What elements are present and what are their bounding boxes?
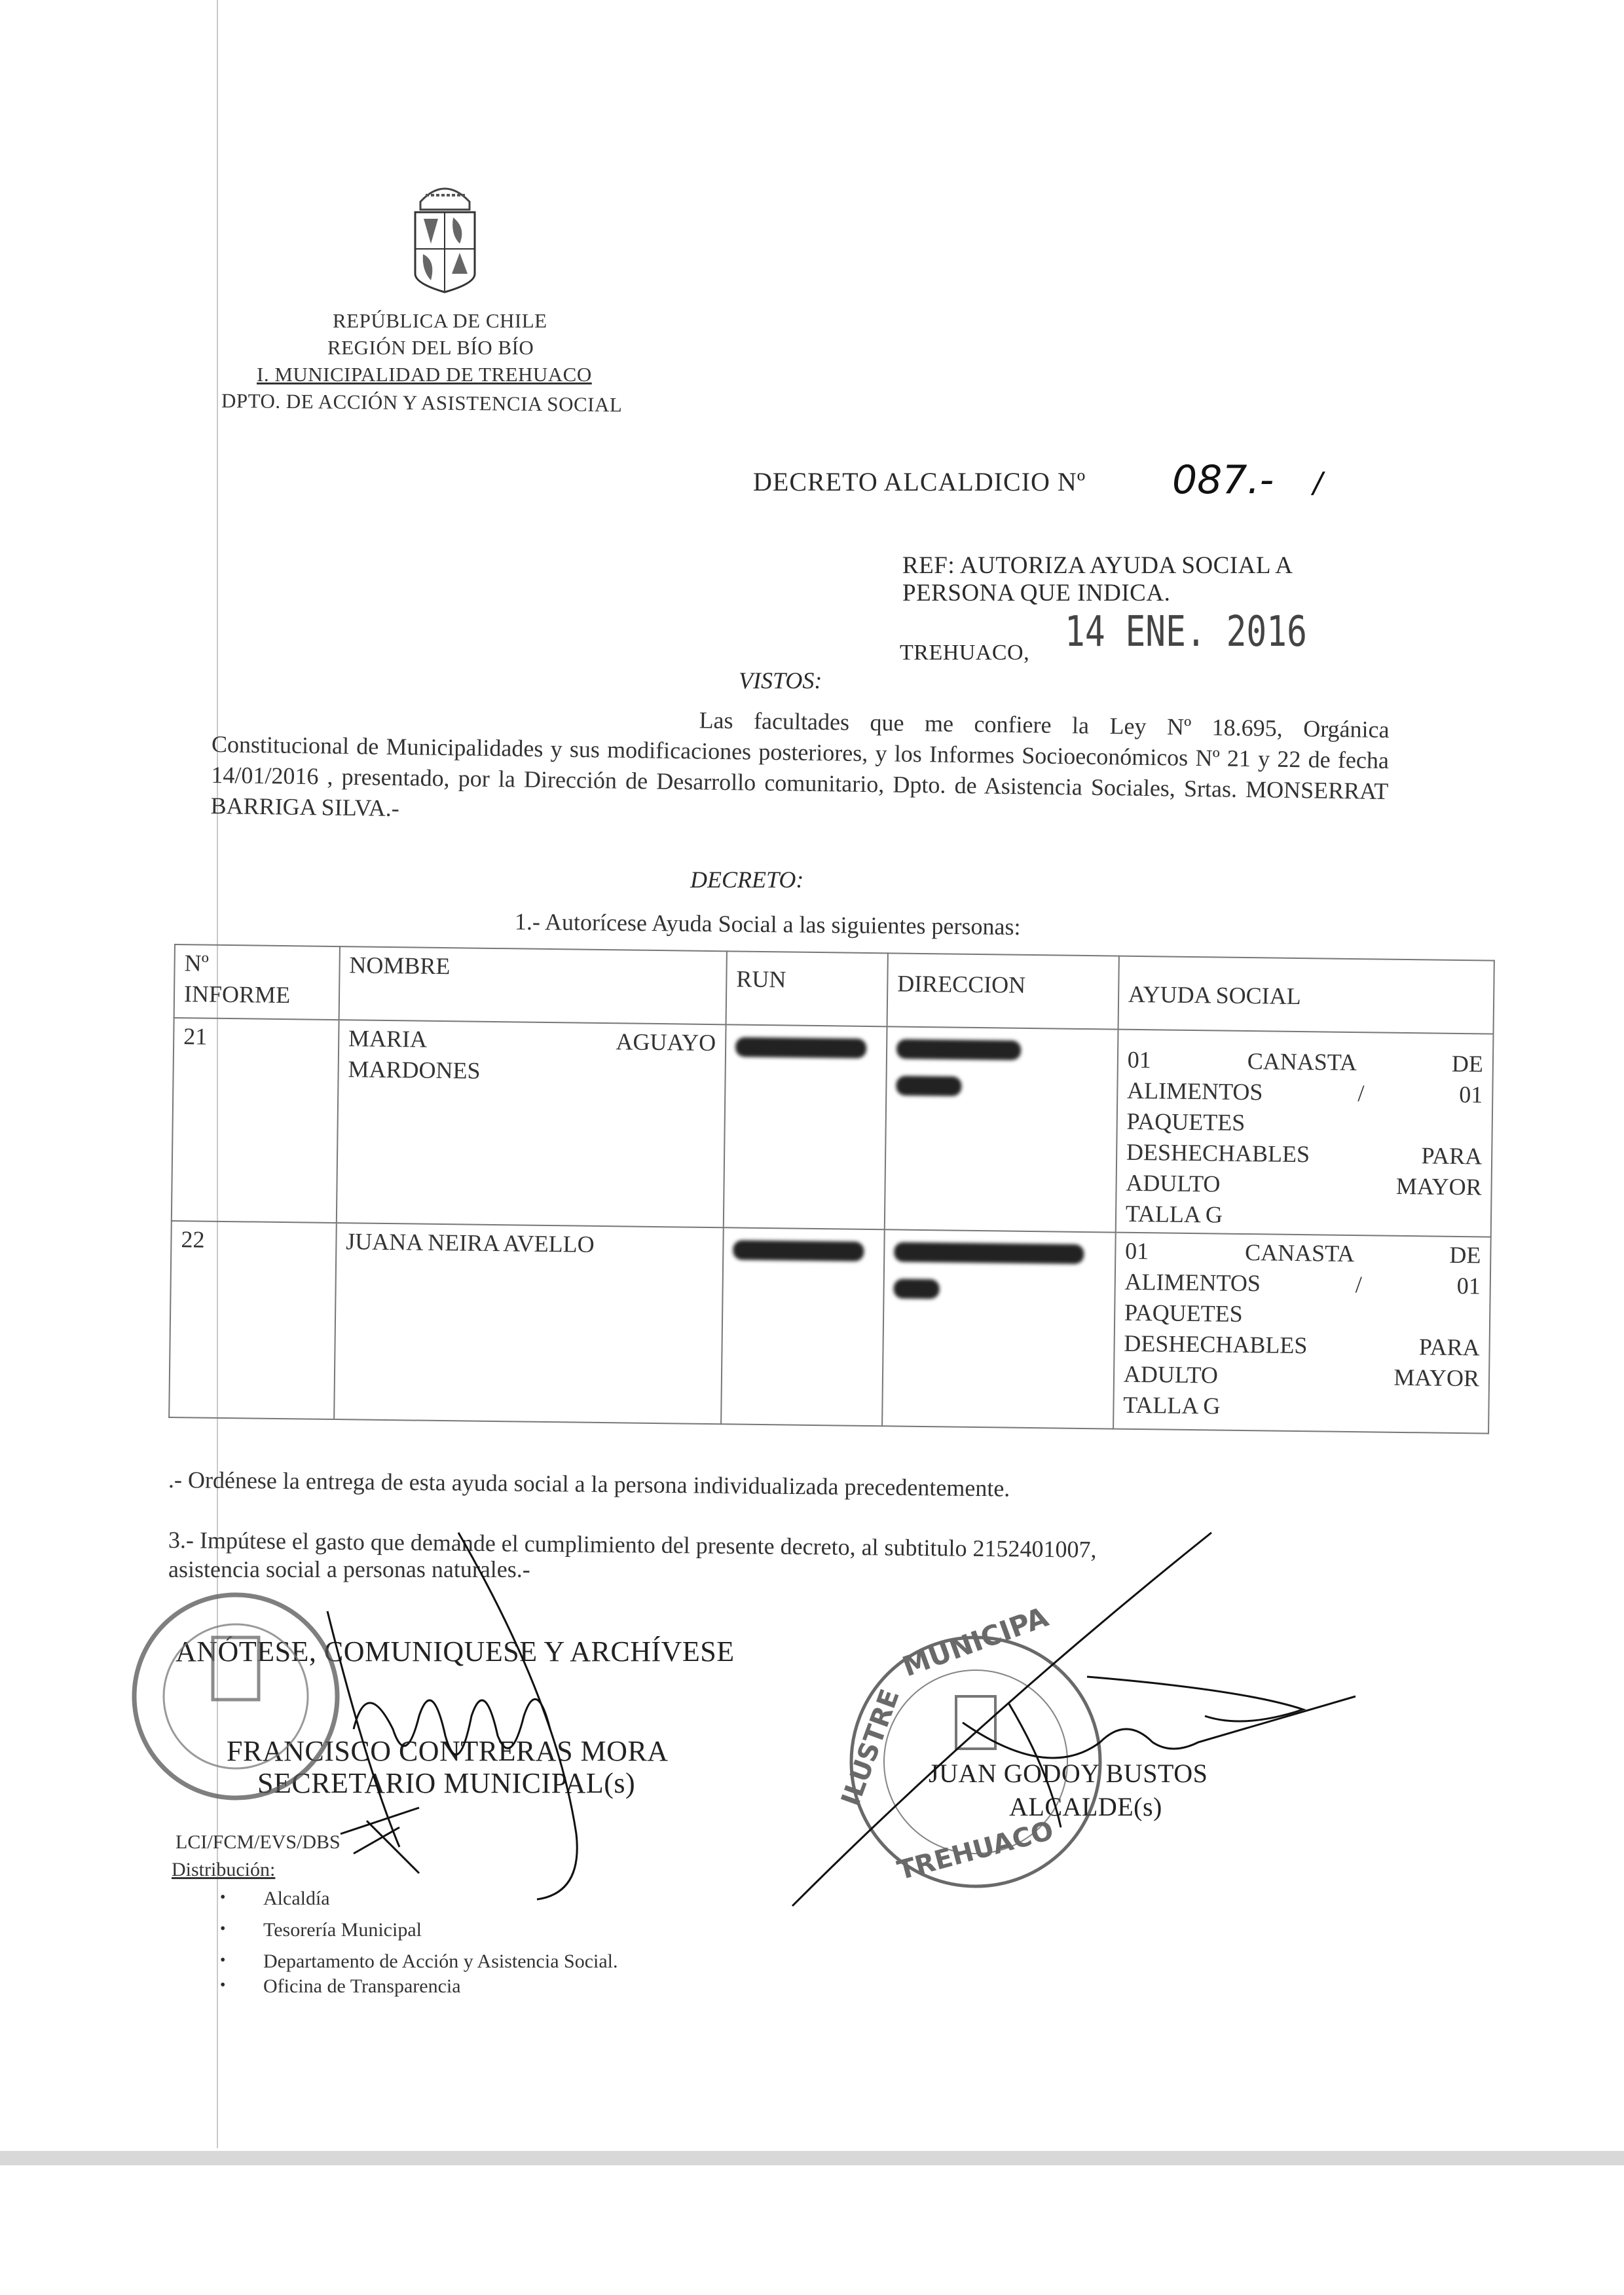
distribution-item: Tesorería Municipal <box>263 1919 422 1941</box>
table-row <box>169 1221 1491 1434</box>
decree-number-handwritten: 087.- <box>1172 457 1274 503</box>
header-nombre: NOMBRE <box>339 946 726 1024</box>
distribution-item: Oficina de Transparencia <box>263 1975 461 1997</box>
initials: LCI/FCM/EVS/DBS <box>175 1831 341 1853</box>
date-stamp: 14 ENE. 2016 <box>1065 608 1307 656</box>
distribution-item: Alcaldía <box>263 1888 330 1909</box>
svg-text:ILUSTRE: ILUSTRE <box>836 1685 906 1810</box>
place: TREHUACO, <box>900 641 1030 665</box>
closing-formula: ANÓTESE, COMUNIQUESE Y ARCHÍVESE <box>175 1635 735 1668</box>
vistos-paragraph: Las facultades que me confiere la Ley Nº 18.695, Orgánica Constitucional de Municipalidades y sus modificaciones posteriores, y los Informes Socioeconómicos Nº 21 y 22 de fecha 14/01/2016 , presentado, por la Dirección de Desarrollo comunitario, Dpto. de Asistencia Sociales, Srtas. MONSERRAT BARRIGA SILVA.- <box>210 707 1390 822</box>
ref-line-2: PERSONA QUE INDICA. <box>902 580 1171 606</box>
decree-slash: / <box>1313 466 1323 500</box>
header-n-informe: Nº INFORME <box>174 944 340 1020</box>
svg-text:MUNICIPA: MUNICIPA <box>898 1600 1052 1683</box>
header-run: RUN <box>726 951 887 1026</box>
cell-n-informe: 21 <box>172 1018 339 1223</box>
cell-ayuda-social: 01 CANASTA DE ALIMENTOS / 01 PAQUETES DESHECHABLES PARA ADULTO MAYOR TALLA G <box>1115 1030 1493 1237</box>
cell-run-redacted <box>724 1024 887 1229</box>
header-ayuda-social: AYUDA SOCIAL <box>1118 956 1494 1034</box>
bullet-icon: • <box>220 1977 226 1994</box>
cell-run-redacted <box>721 1227 885 1426</box>
decreto-item-2: .- Ordénese la entrega de esta ayuda social a la persona individualizada precedentemente. <box>168 1466 1010 1502</box>
ref-line-1: REF: AUTORIZA AYUDA SOCIAL A <box>902 552 1293 579</box>
decreto-heading: DECRETO: <box>690 867 804 893</box>
svg-text:TREHUACO: TREHUACO <box>894 1815 1057 1886</box>
header-region: REGIÓN DEL BÍO BÍO <box>327 336 534 359</box>
distribution-item: Departamento de Acción y Asistencia Social. <box>263 1950 618 1972</box>
header-department: DPTO. DE ACCIÓN Y ASISTENCIA SOCIAL <box>221 389 623 417</box>
coat-of-arms-logo <box>407 176 483 293</box>
table-row <box>172 1018 1494 1237</box>
header-direccion: DIRECCION <box>887 953 1118 1029</box>
header-republic: REPÚBLICA DE CHILE <box>333 309 547 332</box>
bullet-icon: • <box>220 1952 226 1969</box>
decreto-item-1: 1.- Autorícese Ayuda Social a las siguientes personas: <box>514 908 1021 941</box>
cell-n-informe: 22 <box>169 1221 336 1419</box>
cell-nombre: MARIA AGUAYO MARDONES <box>337 1020 726 1227</box>
mayor-title: ALCALDE(s) <box>1009 1792 1162 1821</box>
cell-nombre: JUANA NEIRA AVELLO <box>334 1223 724 1424</box>
scan-bottom-band <box>0 2151 1624 2165</box>
decree-title: DECRETO ALCALDICIO Nº <box>753 467 1086 496</box>
mayor-seal-stamp <box>836 1601 1100 1886</box>
cell-ayuda-social: 01 CANASTA DE ALIMENTOS / 01 PAQUETES DESHECHABLES PARA ADULTO MAYOR TALLA G <box>1113 1233 1491 1434</box>
decreto-item-3-line-2: asistencia social a personas naturales.- <box>168 1556 530 1582</box>
bullet-icon: • <box>220 1920 226 1937</box>
decreto-item-3-line-1: 3.- Impútese el gasto que demande el cumplimiento del presente decreto, al subtitulo 2152401007, <box>168 1527 1097 1563</box>
cell-direccion-redacted <box>882 1229 1116 1428</box>
mayor-signature <box>792 1533 1356 1906</box>
beneficiaries-table <box>168 944 1495 1434</box>
mayor-name: JUAN GODOY BUSTOS <box>929 1759 1208 1788</box>
cell-direccion-redacted <box>885 1026 1118 1232</box>
secretary-title: SECRETARIO MUNICIPAL(s) <box>257 1767 636 1799</box>
header-municipality: I. MUNICIPALIDAD DE TREHUACO <box>257 363 592 386</box>
bullet-icon: • <box>220 1889 226 1906</box>
secretary-signature <box>327 1533 577 1899</box>
distribution-label: Distribución: <box>172 1859 276 1880</box>
vistos-heading: VISTOS: <box>739 667 822 694</box>
secretary-name: FRANCISCO CONTRERAS MORA <box>227 1735 669 1767</box>
